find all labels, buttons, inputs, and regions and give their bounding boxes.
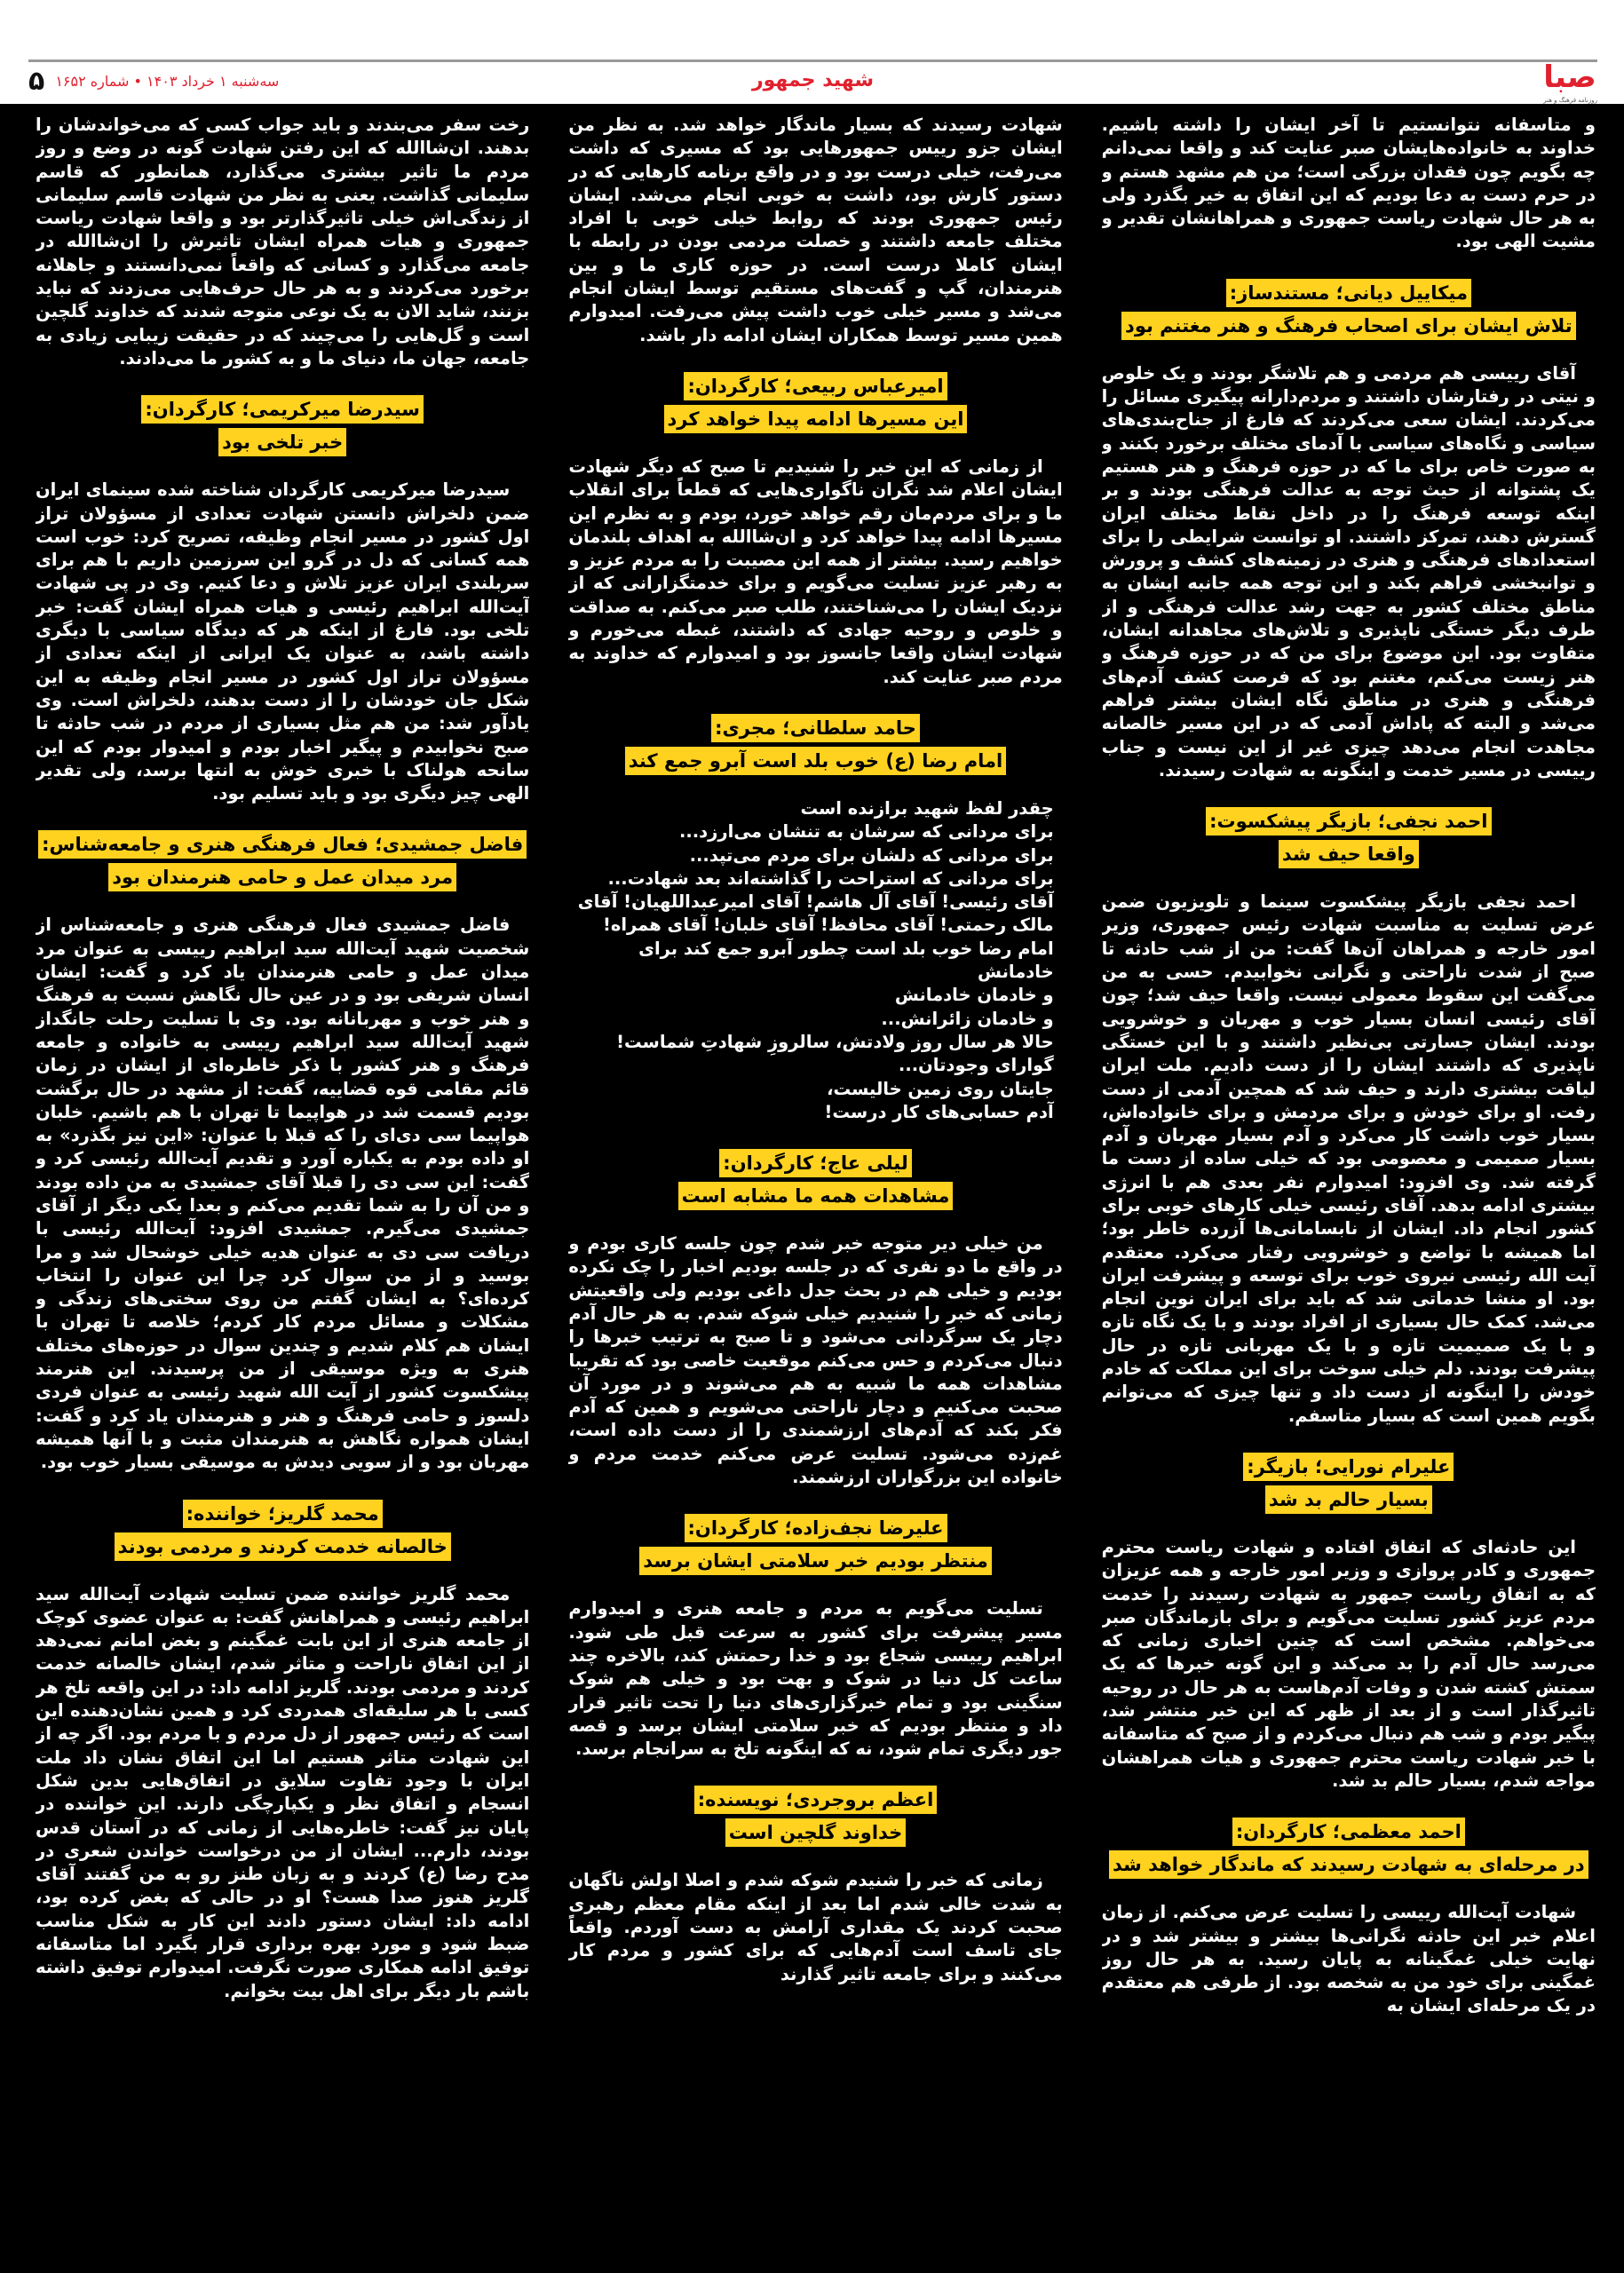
headline-speaker: علیرام نورایی؛ بازیگر: — [1243, 1453, 1454, 1481]
poem-line: گوارای وجودتان... — [898, 1055, 1054, 1076]
poem-line: برای مردانی که سرشان به تنشان می‌ارزد... — [678, 821, 1054, 843]
poem-line: و خادمان خادمانش — [894, 985, 1054, 1006]
article-paragraph: فاضل جمشیدی فعال فرهنگی هنری و جامعه‌شناس از شخصیت شهید آیت‌الله سید ابراهیم رییسی به عنوان مرد میدان عمل و حامی هنرمندان یاد کرد و گفت: ایشان انسان شریفی بود و در عین حال نگاهش نسبت به فرهنگ و هنر خوب و مهربانانه بود. وی با تسلیت رحلت جانگداز شهید آیت‌الله سید ابراهیم رییسی به خانواده و جامعه فرهنگ و هنر کشور با ذکر خاطره‌ای از ایشان در زمان قائم مقامی قوه قضاییه، گفت: از مشهد در حال برگشت بودیم قسمت شد در هواپیما تا تهران با هم باشیم. خلبان هواپیما سی دی‌ای را که قبلا با عنوان: «این نیز بگذرد» به او داده بودم به یکباره آورد و تقدیم آیت‌الله رئیسی کرد و گفت: این سی دی را قبلا آقای جمشیدی به من داده بودند و من آن را به شما تقدیم می‌کنم و بعدا یکی دیگر از آقای جمشیدی می‌گیرم. جمشیدی افزود: آیت‌الله رئیسی با دریافت سی دی به عنوان هدیه خیلی خوشحال شد و مرا بوسید و از من سوال کرد چرا این عنوان را انتخاب کرده‌ای؟ به ایشان گفتم من روی سختی‌های زندگی و مشکلات و مسائل مردم کار کردم؛ خلاصه تا تهران با ایشان هم کلام شدیم و چندین سوال در حوزه‌های مختلف هنری به ویژه موسیقی از من پرسیدند. این هنرمند پیشکسوت کشور از آیت الله شهید رئیسی به عنوان فردی دلسوز و حامی فرهنگ و هنر و هنرمندان یاد کرد و گفت: ایشان همواره نگاهش به هنرمندان مثبت و با آنها همیشه مهربان بود و از سویی دیدش به موسیقی بسیار خوب بود. — [36, 915, 530, 1473]
header-rule — [28, 59, 1597, 62]
page-number: ۵ — [28, 66, 45, 97]
headline-speaker: لیلی عاج؛ کارگردان: — [719, 1149, 911, 1177]
headline-quote: مرد میدان عمل و حامی هنرمندان بود — [108, 863, 456, 891]
headline-speaker: سیدرضا میرکریمی؛ کارگردان: — [141, 395, 424, 424]
article-paragraph: از زمانی که این خبر را شنیدیم تا صبح که دیگر شهادت ایشان اعلام شد نگران ناگواری‌هایی که قطعاً برای انقلاب ما و برای مردم‌مان رقم خواهد خورد، بودم و به نظرم این مسیرها ادامه پیدا خواهد کرد و ان‌شاالله به اهداف بلندمان خواهیم رسید. بیشتر از همه این مصیبت را به مردم عزیز و به رهبر عزیز تسلیت می‌گویم و برای خدمتگزارانی که از نزدیک ایشان را می‌شناختند، طلب صبر می‌کنم. به صداقت و خلوص و روحیه جهادی که داشتند، غبطه می‌خورم و شهادت ایشان واقعا جانسوز بود و امیدوارم که خداوند به مردم صبر عنایت کند. — [568, 455, 1063, 687]
headline-speaker: میکاییل دیانی؛ مستندساز: — [1226, 279, 1471, 307]
article-paragraph: شهادت رسیدند که بسیار ماندگار خواهد شد. به نظر من ایشان جزو رییس جمهورهایی بود که مسیری که داشت می‌رفت، خیلی درست بود و در واقع برنامه کارهایی که در دستور کارش بود، داشت به خوبی انجام می‌شد. ایشان رئیس جمهوری بودند که روابط خیلی خوبی با افراد مختلف جامعه داشتند و خصلت مردمی بودن در رابطه با ایشان کاملا درست است. در حوزه کاری ما و بین هنرمندان، گپ و گفت‌های مستقیم توسط ایشان انجام می‌شد و مسیر خیلی خوب داشت پیش می‌رفت. امیدوارم همین مسیر توسط همکاران ایشان ادامه دار باشد. — [568, 115, 1063, 345]
article-paragraph: سیدرضا میرکریمی کارگردان شناخته شده سینمای ایران ضمن دلخراش دانستن شهادت تعدادی از مسؤولان تراز اول کشور در مسیر انجام وظیفه، تصریح کرد: خوب است همه کسانی که دل در گرو این سرزمین داریم با هم برای سربلندی ایران عزیز تلاش و دعا کنیم. وی در پی شهادت آیت‌الله ابراهیم رئیسی و هیات همراه ایشان گفت: خبر تلخی بود. فارغ از اینکه هر که دیدگاه سیاسی با دیگری داشته باشد، به عنوان یک ایرانی از اینکه تعدادی از مسؤولان تراز اول کشور در مسیر انجام وظیفه به این شکل جان خودشان را از دست بدهند، دلخراش است. وی یادآور شد: من هم مثل بسیاری از مردم در شب حادثه تا صبح نخوابیدم و پیگیر اخبار بودم و امیدوار بودم که این سانحه هولناک با خبری خوش به انتها برسد، ولی تقدیر الهی چیز دیگری بود و باید تسلیم بود. — [36, 479, 530, 804]
interview-headline — [568, 1512, 1062, 1578]
headline-speaker: اعظم بروجردی؛ نویسنده: — [694, 1786, 938, 1814]
interview-headline — [1102, 805, 1596, 871]
interview-headline — [568, 1147, 1062, 1213]
poem-line: حالا هر سال روز ولادتش، سالروزِ شهادتِ شماست! — [616, 1031, 1054, 1052]
section-title: شهید جمهور — [751, 69, 875, 91]
headline-quote: در مرحله‌ای به شهادت رسیدند که ماندگار خواهد شد — [1109, 1850, 1588, 1879]
poem-line: آدم حسابی‌های کار درست! — [824, 1101, 1054, 1122]
headline-quote: مشاهدات همه ما مشابه است — [678, 1182, 954, 1210]
headline-quote: این مسیرها ادامه پیدا خواهد کرد — [664, 405, 968, 433]
interview-headline — [36, 393, 529, 459]
article-paragraph: رخت سفر می‌بندند و باید جواب کسی که می‌خواندشان را بدهند. ان‌شاالله که این رفتن شهادت گونه در وضع و روز مردم ما تاثیر بیشتری می‌گذارد، همانطور که قاسم سلیمانی گذاشت. یعنی به نظر من شهادت قاسم سلیمانی از زندگی‌اش خیلی تاثیرگذارتر بود و واقعا شهادت ریاست جمهوری و هیات همراه ایشان تاثیرش را ان‌شاالله در جامعه می‌گذارد و کسانی که واقعاً نمی‌دانستند و جاهلانه برخورد می‌کردند و به هر حال حرف‌هایی می‌زدند که نباید بزنند، شاید الان به یک نوعی متوجه شدند که خداوند گلچین است و گل‌هایی را می‌چیند که در حقیقت زیبایی زیادی به جامعه، جهان ما، دنیای ما و به کشور ما می‌دادند. — [36, 115, 530, 368]
interview-headline — [1102, 277, 1596, 343]
interview-headline — [36, 1498, 529, 1564]
article-paragraph: من خیلی دیر متوجه خبر شدم چون جلسه کاری بودم و در واقع ما دو نفری که در جلسه بودیم اخبار را چک نکرده بودیم و خیلی هم در بحث جدل داغی بودیم ولی واقعیتش زمانی که خبر را شنیدیم خیلی شوکه شدم. به هر حال آدم دچار یک سرگردانی می‌شود و تا صبح به ترتیب خبرها را دنبال می‌کردم و حس می‌کنم موقعیت خاصی بود که تقریبا مشاهدات همه ما شبیه به هم می‌شوند و در مورد آن صحبت می‌کنیم و دچار ناراحتی می‌شویم و همین که آدم فکر بکند که آدم‌های ارزشمندی را از دست داده است، غم‌زده می‌شود. تسلیت عرض می‌کنم خدمت مردم و خانواده این بزرگواران ارزشمند. — [568, 1233, 1063, 1488]
interview-headline — [36, 828, 529, 894]
poem-line: آقای رئیسی! آقای آل هاشم! آقای امیرعبداللهیان! آقای مالک رحمتی! آقای محافظ! آقای خلبان! آقای همراه! — [577, 891, 1054, 936]
headline-speaker: حامد سلطانی؛ مجری: — [711, 714, 920, 742]
headline-quote: منتظر بودیم خبر سلامتی ایشان برسد — [639, 1547, 992, 1575]
poem-line: امام رضا خوب بلد است چطور آبرو جمع کند برای خادمانش — [638, 938, 1054, 983]
poem-line: چقدر لفظ شهید برازنده است — [800, 797, 1054, 819]
headline-quote: تلاش ایشان برای اصحاب فرهنگ و هنر مغتنم بود — [1121, 312, 1576, 340]
headline-quote: بسیار حالم بد شد — [1265, 1485, 1432, 1514]
interview-headline — [1102, 1816, 1596, 1881]
interview-headline — [568, 370, 1062, 436]
headline-speaker: علیرضا نجف‌زاده؛ کارگردان: — [685, 1514, 947, 1542]
headline-speaker: محمد گلریز؛ خواننده: — [183, 1500, 383, 1528]
interview-headline — [568, 712, 1062, 778]
logo-subtitle: روزنامه فرهنگ و هنر — [1543, 97, 1597, 104]
logo-wordmark: صبا — [1543, 59, 1596, 95]
article-columns — [36, 114, 1596, 2273]
article-paragraph: و متاسفانه نتوانستیم تا آخر ایشان را داشته باشیم. خداوند به خانواده‌هایشان صبر عنایت کند و واقعا نمی‌دانم چه بگویم چون فقدان بزرگی است؛ من هم مشهد هستم و در حرم دست به دعا بودیم که این اتفاق به خیر بگذرد ولی به هر حال شهادت ریاست جمهوری و همراهانشان تقدیر و مشیت الهی بود. — [1101, 115, 1596, 252]
poem — [568, 797, 1062, 1124]
article-paragraph: این حادثه‌ای که اتفاق افتاده و شهادت ریاست محترم جمهوری و کادر پروازی و وزیر امور خارجه و همه عزیزان که به اتفاق ریاست جمهور به شهادت رسیدند را خدمت مردم عزیز کشور تسلیت می‌گویم و برای بازماندگان صبر می‌خواهم. مشخص است که چنین اخباری زمانی که می‌رسد حال آدم را بد می‌کند و این گونه خبرها که یک سمتش کشته شدن و وفات آدم‌هاست به هر حال در روحیه تاثیرگذار است و از بعد از ظهر که این خبر منتشر شد، پیگیر بودم و شب هم دنبال می‌کردم و از صبح که متاسفانه با خبر شهادت ریاست محترم جمهوری و هیات همراهشان مواجه شدم، بسیار حالم بد شد. — [1101, 1536, 1596, 1791]
headline-quote: خبر تلخی بود — [218, 428, 346, 456]
poem-line: برای مردانی که استراحت را گذاشته‌اند بعد شهادت... — [607, 867, 1054, 889]
article-paragraph: آقای رییسی هم مردمی و هم تلاشگر بودند و یک خلوص و نیتی در رفتارشان داشتند و مردم‌دارانه پیگیری مسائل را می‌کردند. ایشان سعی می‌کردند که فارغ از جناح‌بندی‌های سیاسی و نگاه‌های سیاسی با آدمای مختلف برخورد بکنند و به صورت خاص برای ما که در حوزه فرهنگ و هنر هستیم یک پشتوانه از حیث توجه به عدالت فرهنگی بودند و بر اینکه توسعه فرهنگ را در داخل نقاط مختلف ایران گسترش دهند، تمرکز داشتند. او توانست شرایطی را برای استعدادهای فرهنگی و هنری در زمینه‌های کشف و پرورش و توانبخشی فراهم بکند و این توجه همه جانبه ایشان به مناطق مختلف کشور به جهت رشد عدالت فرهنگی و از طرف دیگر خستگی ناپذیری و تلاش‌های مجاهدانه ایشان، متفاوت بود. این موضوع برای من که در حوزه فرهنگ و هنر زیست می‌کنم، مغتنم بود که فرصت کشف آدم‌های فرهنگی و هنری در مناطق نگاه ایشان بیشتر فراهم می‌شد و البته که پاداش آدمی که در این مسیر خالصانه مجاهدت انجام می‌دهد چیزی غیر از این نیست و جناب رییسی در مسیر خدمت و اینگونه به شهادت رسیدند. — [1101, 362, 1596, 780]
interview-headline — [568, 1784, 1062, 1849]
column-right — [1102, 114, 1596, 2273]
article-paragraph: شهادت آیت‌الله رییسی را تسلیت عرض می‌کنم. از زمان اعلام خبر این حادثه نگرانی‌ها بیشتر و بیشتر شد و در نهایت خیلی غمگینانه به پایان رسید. به هر حال روز غمگینی برای خود من به شخصه بود. از طرفی هم معتقدم در یک مرحله‌ای ایشان به — [1101, 1902, 1596, 2016]
headline-speaker: امیرعباس ربیعی؛ کارگردان: — [684, 372, 947, 400]
masthead — [28, 59, 1597, 104]
issue-date: سه‌شنبه ۱ خرداد ۱۴۰۳ • شماره ۱۶۵۲ — [55, 73, 280, 90]
article-paragraph: زمانی که خبر را شنیدم شوکه شدم و اصلا اولش ناگهان به شدت خالی شدم اما بعد از اینکه مقام معظم رهبری صحبت کردند یک مقداری آرامش به دست آوردم. واقعاً جای تاسف است آدم‌هایی که برای کشور و مردم کار می‌کنند و برای جامعه تاثیر گذارند — [568, 1870, 1063, 1984]
newspaper-logo[interactable] — [1543, 59, 1597, 105]
interview-headline — [1102, 1451, 1596, 1517]
headline-quote: خداوند گلچین است — [725, 1818, 907, 1847]
article-paragraph: احمد نجفی بازیگر پیشکسوت سینما و تلویزیون ضمن عرض تسلیت به مناسبت شهادت رئیس جمهوری، وزیر امور خارجه و همراهان آن‌ها گفت: من از شب حادثه تا صبح از شدت ناراحتی و نگرانی نخوابیدم. حسی به من می‌گفت این سقوط معمولی نیست. واقعا حیف شد؛ چون آقای رئیسی انسان بسیار خوب و مهربان و خوشرویی بودند. ایشان جسارتی بی‌نظیر داشتند و با این خستگی ناپذیری که داشتند ایشان را از دست دادیم. ملت ایران لیاقت بیشتری دارند و حیف شد که همچین آدمی از دست رفت. او برای خودش و برای مردمش و برای خانواده‌اش، بسیار خوب داشت کار می‌کرد و آدم بسیار مهربان و آدم بسیار صمیمی و معصومی بود که خیلی ساده از دست ما گرفته شد. وی افزود: امیدوارم نفر بعدی هم با انرژی بیشتری ادامه بدهد. آقای رئیسی خیلی کارهای خوبی برای کشور انجام داد. ایشان از نابسامانی‌ها آزرده خاطر بود؛ اما همیشه با تواضع و خوشرویی رفتار می‌کرد. معتقدم آیت الله رئیسی نیروی خوب برای توسعه و پیشرفت ایران بود. او منشا خدماتی شد که باید برای ایران نوین انجام می‌شد. کمک حال بسیاری از افراد بودند و با یک نگاه تازه و با یک صمیمیت تازه و با یک مهربانی تازه در حال پیشرفت بودند. دلم خیلی سوخت برای این مملکت که خادم خودش را اینگونه از دست داد و تنها چیزی که می‌توانم بگویم همین است که بسیار متاسفم. — [1101, 891, 1596, 1426]
article-paragraph: تسلیت می‌گویم به مردم و جامعه هنری و امیدوارم مسیر پیشرفت برای کشور به سرعت قبل طی شود. ابراهیم رییسی شجاع بود و خدا رحمتش کند، بالاخره چند ساعت کل دنیا در شوک و بهت بود و خیلی هم شوک سنگینی بود و تمام خبرگزاری‌های دنیا را تحت تاثیر قرار داد و منتظر بودیم که خبر سلامتی ایشان برسد و قصه جور دیگری تمام شود، نه که اینگونه تلخ به سرانجام برسد. — [568, 1598, 1063, 1760]
issue-info — [28, 64, 279, 99]
poem-line: و خادمان زائرانش... — [881, 1008, 1054, 1029]
poem-line: برای مردانی که دلشان برای مردم می‌تپد... — [689, 844, 1054, 866]
headline-quote: واقعا حیف شد — [1279, 840, 1419, 868]
headline-speaker: احمد معظمی؛ کارگردان: — [1232, 1818, 1465, 1846]
headline-speaker: احمد نجفی؛ بازیگر پیشکسوت: — [1206, 807, 1491, 836]
headline-quote: خالصانه خدمت کردند و مردمی بودند — [115, 1532, 451, 1561]
headline-quote: امام رضا (ع) خوب بلد است آبرو جمع کند — [625, 747, 1007, 775]
column-middle — [568, 114, 1062, 2273]
headline-speaker: فاضل جمشیدی؛ فعال فرهنگی هنری و جامعه‌شناس: — [38, 830, 527, 859]
poem-line: جایتان روی زمین خالیست، — [827, 1078, 1054, 1099]
column-left — [36, 114, 529, 2273]
article-paragraph: محمد گلریز خواننده ضمن تسلیت شهادت آیت‌الله سید ابراهیم رئیسی و همراهانش گفت: به عنوان عضوی کوچک از جامعه هنری از این بابت غمگینم و بغض امانم نمی‌دهد از این اتفاق ناراحت و متاثر شدم، ایشان خالصانه خدمت کردند و مردمی بودند. گلریز ادامه داد: در این واقعه تلخ هر کسی با هر سلیقه‌ای همدردی کرد و همین نشان‌دهنده این است که رئیس جمهور از دل مردم و با مردم بود. اگر چه از این شهادت متاثر هستیم اما این اتفاق نشان داد ملت ایران با وجود تفاوت سلایق در اتفاق‌هایی بدین شکل انسجام و اتفاق نظر و یکپارچگی دارند. این خواننده در پایان نیز گفت: خاطره‌هایی از زمانی که در آستان قدس بودند، دارم... ایشان از من درخواست خواندن شعری در مدح رضا (ع) کردند و به زبان طنز رو به من گفتند آقای گلریز هنوز صدا هست؟ او در حالی که بغض کرده بود، ادامه داد: ایشان دستور دادند این کار به شکل مناسب ضبط شود و مورد بهره برداری قرار بگیرد اما متاسفانه توفیق ادامه همکاری صورت نگرفت. امیدوارم توفیق داشته باشم بار دیگر برای اهل بیت بخوانم. — [36, 1583, 530, 2001]
